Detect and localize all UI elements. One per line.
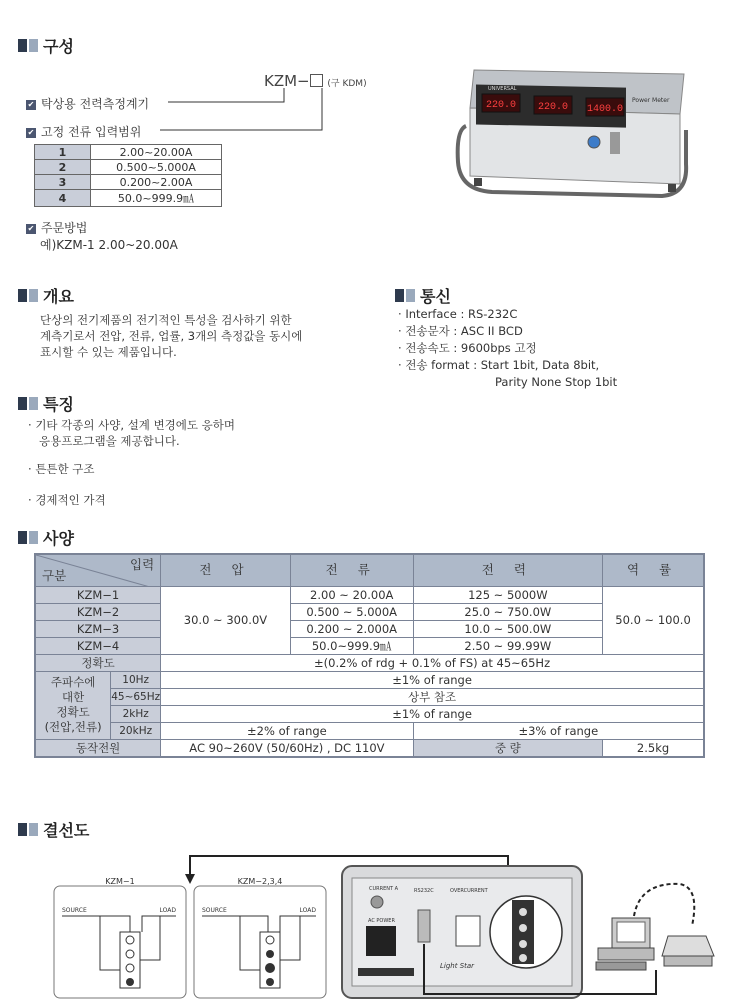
- comm-list: [398, 306, 617, 391]
- table-row: 1 2.00~20.00A: [35, 145, 222, 160]
- list-item: · 전송문자 : ASC II BCD: [398, 323, 617, 340]
- table-header-row: 입력 구분 전 압 전 류 전 력 역 률: [35, 554, 704, 586]
- spec-table: [34, 553, 705, 758]
- feature-item: · 기타 각종의 사양, 설계 변경에도 응하며 응용프로그램을 제공합니다.: [28, 417, 235, 449]
- table-row: 45~65Hz 상부 참조: [35, 688, 704, 705]
- device-brand: UNIVERSAL: [488, 86, 517, 92]
- composition-item-range: ✔ 고정 전류 입력범위: [27, 125, 142, 139]
- spec-title: 사양: [18, 526, 74, 549]
- rear-label-overcurrent: OVERCURRENT: [450, 888, 488, 894]
- list-item: · 전송속도 : 9600bps 고정: [398, 340, 617, 357]
- panel2-load: LOAD: [299, 907, 316, 914]
- panel2-label: KZM−2,3,4: [237, 877, 283, 886]
- comm-title: 통신: [395, 284, 451, 307]
- section-bullet-icon: [18, 531, 38, 544]
- panel1-label: KZM−1: [105, 877, 135, 886]
- readout-power: 1400.0: [586, 104, 624, 115]
- rear-label-rs232c: RS232C: [414, 888, 434, 894]
- section-bullet-icon: [395, 289, 415, 302]
- section-bullet-icon: [18, 289, 38, 302]
- table-row: KZM−2 0.500 ~ 5.000A 25.0 ~ 750.0W: [35, 603, 704, 620]
- wiring-title: 결선도: [18, 818, 89, 841]
- model-code: KZM− (구 KDM): [264, 72, 367, 90]
- table-row: KZM−4 50.0~999.9㎃ 2.50 ~ 99.99W: [35, 637, 704, 654]
- section-bullet-icon: [18, 823, 38, 836]
- rear-label-current: CURRENT A: [369, 886, 399, 892]
- rear-label-acpower: AC POWER: [368, 918, 395, 924]
- composition-title: 구성: [18, 34, 74, 57]
- features-title: 특징: [18, 392, 74, 415]
- panel1-source: SOURCE: [62, 907, 87, 914]
- readout-current: 220.0: [537, 102, 569, 113]
- table-row: 동작전원 AC 90~260V (50/60Hz) , DC 110V 중 량 2.5kg: [35, 739, 704, 757]
- table-row: 4 50.0~999.9㎃: [35, 190, 222, 207]
- order-method-title: ✔ 주문방법: [27, 221, 88, 235]
- table-row: 20kHz ±2% of range ±3% of range: [35, 722, 704, 739]
- device-screen-label: Power Meter: [632, 97, 670, 104]
- list-item: · 전송 format : Start 1bit, Data 8bit,: [398, 357, 617, 374]
- table-row: 3 0.200~2.00A: [35, 175, 222, 190]
- power-meter-device-image: [452, 60, 700, 210]
- panel1-load: LOAD: [159, 907, 176, 914]
- header-class-input: 입력 구분: [35, 554, 161, 586]
- freq-accuracy-label: 주파수에 대한 정확도 (전압,전류): [35, 671, 111, 739]
- readout-voltage: 220.0: [485, 100, 517, 111]
- section-bullet-icon: [18, 397, 38, 410]
- table-row: KZM−1 30.0 ~ 300.0V 2.00 ~ 20.00A 125 ~ 5000W 50.0 ~ 100.0: [35, 586, 704, 603]
- composition-item-desktop: ✔ 탁상용 전력측정계기: [27, 97, 150, 111]
- checkbox-icon: ✔: [27, 127, 35, 137]
- checkbox-icon: ✔: [27, 99, 35, 109]
- list-item-continuation: Parity None Stop 1bit: [495, 375, 618, 389]
- table-row: 정확도 ±(0.2% of rdg + 0.1% of FS) at 45~65Hz: [35, 654, 704, 671]
- wiring-diagram: [0, 840, 745, 1005]
- overview-text: 단상의 전기제품의 전기적인 특성을 검사하기 위한 계측기로서 전압, 전류, 업률, 3개의 측정값을 동시에 표시할 수 있는 제품입니다.: [40, 313, 303, 359]
- panel2-source: SOURCE: [202, 907, 227, 914]
- checkbox-icon: ✔: [27, 223, 35, 233]
- order-example: 예)KZM-1 2.00~20.00A: [40, 238, 178, 252]
- range-table: [34, 144, 222, 207]
- table-row: 2kHz ±1% of range: [35, 705, 704, 722]
- table-row: KZM−3 0.200 ~ 2.000A 10.0 ~ 500.0W: [35, 620, 704, 637]
- feature-item: · 튼튼한 구조: [28, 461, 95, 477]
- overview-title: 개요: [18, 284, 74, 307]
- list-item: · Interface : RS-232C: [398, 306, 617, 323]
- table-row: 주파수에 대한 정확도 (전압,전류) 10Hz ±1% of range: [35, 671, 704, 688]
- table-row: 2 0.500~5.000A: [35, 160, 222, 175]
- rear-label-logo: Light Star: [440, 962, 475, 970]
- feature-item: · 경제적인 가격: [28, 492, 106, 508]
